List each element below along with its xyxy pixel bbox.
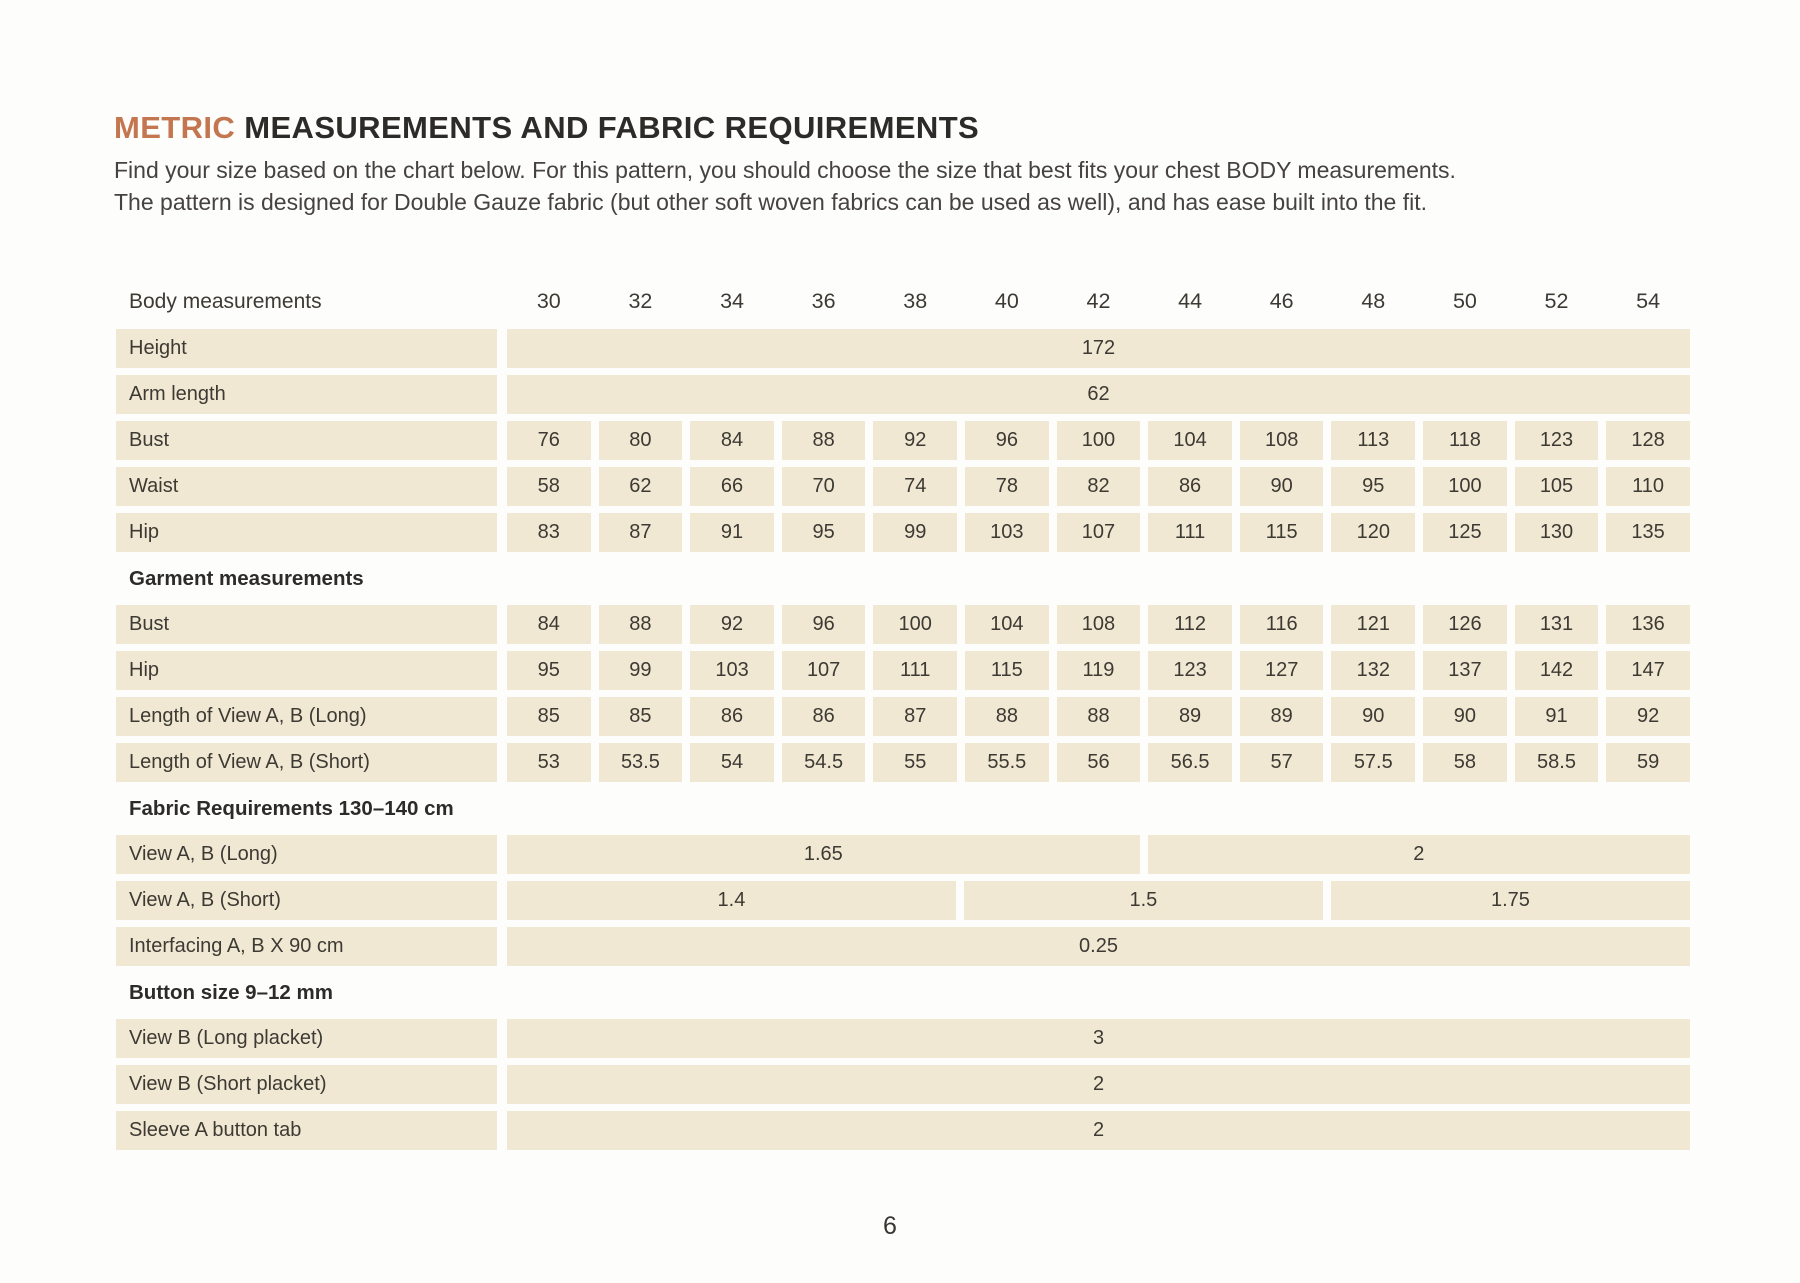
- value-cell: 100: [873, 605, 957, 644]
- value-cell: 87: [873, 697, 957, 736]
- value-cell: 91: [1515, 697, 1599, 736]
- intro-text: [114, 154, 1456, 218]
- value-cell: 92: [1606, 697, 1690, 736]
- row-label: Sleeve A button tab: [116, 1111, 497, 1150]
- row-label: Height: [116, 329, 497, 368]
- size-column-header: 32: [628, 289, 653, 313]
- table-row: [116, 1111, 1690, 1150]
- value-cell: 172: [507, 329, 1690, 368]
- value-cell: 88: [965, 697, 1049, 736]
- value-cell: 128: [1606, 421, 1690, 460]
- table-row: [116, 513, 1690, 552]
- section-row: [116, 789, 1690, 828]
- value-cell: 95: [507, 651, 591, 690]
- value-cell: 92: [873, 421, 957, 460]
- value-cell: 83: [507, 513, 591, 552]
- intro-line-1: Find your size based on the chart below. For this pattern, you should choose the size that best fits your chest BODY measurements.: [114, 157, 1456, 183]
- size-column-header: 46: [1269, 289, 1294, 313]
- value-cell: 104: [1148, 421, 1232, 460]
- table-row: [116, 329, 1690, 368]
- value-cell: 131: [1515, 605, 1599, 644]
- value-cell: 111: [1148, 513, 1232, 552]
- value-cell: 125: [1423, 513, 1507, 552]
- value-cell: 96: [782, 605, 866, 644]
- value-cell: 100: [1423, 467, 1507, 506]
- value-cell: 108: [1240, 421, 1324, 460]
- value-cell: 113: [1331, 421, 1415, 460]
- value-cell: 95: [1331, 467, 1415, 506]
- value-cell: 57: [1240, 743, 1324, 782]
- row-values: [507, 421, 1690, 460]
- header-sizes: [507, 281, 1690, 322]
- value-cell: 90: [1240, 467, 1324, 506]
- value-cell: 91: [690, 513, 774, 552]
- row-values: [507, 697, 1690, 736]
- value-cell: 95: [782, 513, 866, 552]
- value-cell: 54: [690, 743, 774, 782]
- size-column-header: 52: [1544, 289, 1569, 313]
- size-column-header: 38: [903, 289, 928, 313]
- value-cell: 1.5: [964, 881, 1323, 920]
- value-cell: 55: [873, 743, 957, 782]
- value-cell: 88: [782, 421, 866, 460]
- value-cell: 118: [1423, 421, 1507, 460]
- value-cell: 110: [1606, 467, 1690, 506]
- value-cell: 107: [782, 651, 866, 690]
- size-column-header: 34: [720, 289, 744, 313]
- intro-line-2: The pattern is designed for Double Gauze fabric (but other soft woven fabrics can be used as well), and has ease built into the fit.: [114, 189, 1428, 215]
- size-column-header: 54: [1636, 289, 1661, 313]
- table-row: [116, 881, 1690, 920]
- table-row: [116, 1019, 1690, 1058]
- value-cell: 78: [965, 467, 1049, 506]
- value-cell: 53: [507, 743, 591, 782]
- row-label: Hip: [116, 513, 497, 552]
- value-cell: 86: [1148, 467, 1232, 506]
- value-cell: 57.5: [1331, 743, 1415, 782]
- row-label: Arm length: [116, 375, 497, 414]
- value-cell: 84: [690, 421, 774, 460]
- value-cell: 137: [1423, 651, 1507, 690]
- size-column-header: 40: [994, 289, 1019, 313]
- value-cell: 116: [1240, 605, 1324, 644]
- value-cell: 96: [965, 421, 1049, 460]
- value-cell: 90: [1423, 697, 1507, 736]
- section-row: [116, 973, 1690, 1012]
- table-row: [116, 421, 1690, 460]
- value-cell: 85: [507, 697, 591, 736]
- value-cell: 84: [507, 605, 591, 644]
- row-label: View B (Long placket): [116, 1019, 497, 1058]
- size-column-header: 30: [536, 289, 561, 313]
- row-values: [507, 375, 1690, 414]
- row-label: Waist: [116, 467, 497, 506]
- value-cell: 89: [1148, 697, 1232, 736]
- size-column-header: 42: [1086, 289, 1111, 313]
- size-column-header: 44: [1178, 289, 1203, 313]
- value-cell: 53.5: [599, 743, 683, 782]
- value-cell: 108: [1057, 605, 1141, 644]
- page-title-rest: MEASUREMENTS AND FABRIC REQUIREMENTS: [244, 110, 980, 145]
- page-title: [114, 110, 979, 146]
- value-cell: 58.5: [1515, 743, 1599, 782]
- row-values: [507, 1065, 1690, 1104]
- value-cell: 86: [782, 697, 866, 736]
- value-cell: 62: [599, 467, 683, 506]
- table-row: [116, 1065, 1690, 1104]
- row-values: [507, 835, 1690, 874]
- table-row: [116, 605, 1690, 644]
- section-label: Button size 9–12 mm: [129, 980, 333, 1004]
- value-cell: 89: [1240, 697, 1324, 736]
- value-cell: 55.5: [965, 743, 1049, 782]
- value-cell: 119: [1057, 651, 1141, 690]
- value-cell: 115: [1240, 513, 1324, 552]
- table-row: [116, 697, 1690, 736]
- value-cell: 3: [507, 1019, 1690, 1058]
- value-cell: 58: [1423, 743, 1507, 782]
- row-label: Bust: [116, 421, 497, 460]
- value-cell: 2: [507, 1065, 1690, 1104]
- row-label: Length of View A, B (Short): [116, 743, 497, 782]
- header-label: Body measurements: [129, 289, 322, 313]
- value-cell: 82: [1057, 467, 1141, 506]
- row-label: View B (Short placket): [116, 1065, 497, 1104]
- value-cell: 115: [965, 651, 1049, 690]
- value-cell: 87: [599, 513, 683, 552]
- size-column-header: 48: [1361, 289, 1386, 313]
- value-cell: 107: [1057, 513, 1141, 552]
- value-cell: 104: [965, 605, 1049, 644]
- value-cell: 2: [507, 1111, 1690, 1150]
- value-cell: 123: [1148, 651, 1232, 690]
- value-cell: 66: [690, 467, 774, 506]
- value-cell: 86: [690, 697, 774, 736]
- value-cell: 130: [1515, 513, 1599, 552]
- table-row: [116, 467, 1690, 506]
- value-cell: 0.25: [507, 927, 1690, 966]
- row-values: [507, 513, 1690, 552]
- value-cell: 74: [873, 467, 957, 506]
- row-values: [507, 605, 1690, 644]
- section-label: Garment measurements: [129, 566, 364, 590]
- value-cell: 105: [1515, 467, 1599, 506]
- row-label: Interfacing A, B X 90 cm: [116, 927, 497, 966]
- value-cell: 92: [690, 605, 774, 644]
- size-column-header: 50: [1452, 289, 1477, 313]
- table-row: [116, 743, 1690, 782]
- value-cell: 70: [782, 467, 866, 506]
- value-cell: 99: [873, 513, 957, 552]
- value-cell: 1.65: [507, 835, 1140, 874]
- value-cell: 56.5: [1148, 743, 1232, 782]
- page-title-accent: METRIC: [114, 110, 236, 145]
- row-label: Length of View A, B (Long): [116, 697, 497, 736]
- value-cell: 76: [507, 421, 591, 460]
- row-values: [507, 927, 1690, 966]
- value-cell: 90: [1331, 697, 1415, 736]
- section-row: [116, 559, 1690, 598]
- value-cell: 120: [1331, 513, 1415, 552]
- value-cell: 121: [1331, 605, 1415, 644]
- value-cell: 147: [1606, 651, 1690, 690]
- value-cell: 2: [1148, 835, 1690, 874]
- value-cell: 132: [1331, 651, 1415, 690]
- row-label: View A, B (Short): [116, 881, 497, 920]
- row-label: View A, B (Long): [116, 835, 497, 874]
- value-cell: 59: [1606, 743, 1690, 782]
- value-cell: 1.75: [1331, 881, 1690, 920]
- row-label: Bust: [116, 605, 497, 644]
- row-values: [507, 651, 1690, 690]
- page-number: 6: [883, 1212, 897, 1240]
- table-row: [116, 651, 1690, 690]
- value-cell: 126: [1423, 605, 1507, 644]
- row-label: Hip: [116, 651, 497, 690]
- value-cell: 127: [1240, 651, 1324, 690]
- size-table: [116, 281, 1690, 1150]
- value-cell: 111: [873, 651, 957, 690]
- row-values: [507, 743, 1690, 782]
- value-cell: 58: [507, 467, 591, 506]
- table-row: [116, 835, 1690, 874]
- size-column-header: 36: [811, 289, 836, 313]
- row-values: [507, 1111, 1690, 1150]
- table-row: [116, 927, 1690, 966]
- value-cell: 80: [599, 421, 683, 460]
- row-values: [507, 467, 1690, 506]
- value-cell: 135: [1606, 513, 1690, 552]
- row-values: [507, 329, 1690, 368]
- value-cell: 54.5: [782, 743, 866, 782]
- value-cell: 62: [507, 375, 1690, 414]
- value-cell: 88: [599, 605, 683, 644]
- row-values: [507, 881, 1690, 920]
- value-cell: 103: [965, 513, 1049, 552]
- value-cell: 142: [1515, 651, 1599, 690]
- value-cell: 1.4: [507, 881, 956, 920]
- value-cell: 112: [1148, 605, 1232, 644]
- value-cell: 103: [690, 651, 774, 690]
- value-cell: 99: [599, 651, 683, 690]
- value-cell: 123: [1515, 421, 1599, 460]
- value-cell: 85: [599, 697, 683, 736]
- table-row: [116, 375, 1690, 414]
- value-cell: 136: [1606, 605, 1690, 644]
- value-cell: 100: [1057, 421, 1141, 460]
- section-label: Fabric Requirements 130–140 cm: [129, 796, 454, 820]
- value-cell: 88: [1057, 697, 1141, 736]
- row-values: [507, 1019, 1690, 1058]
- header-row: [116, 281, 1690, 322]
- value-cell: 56: [1057, 743, 1141, 782]
